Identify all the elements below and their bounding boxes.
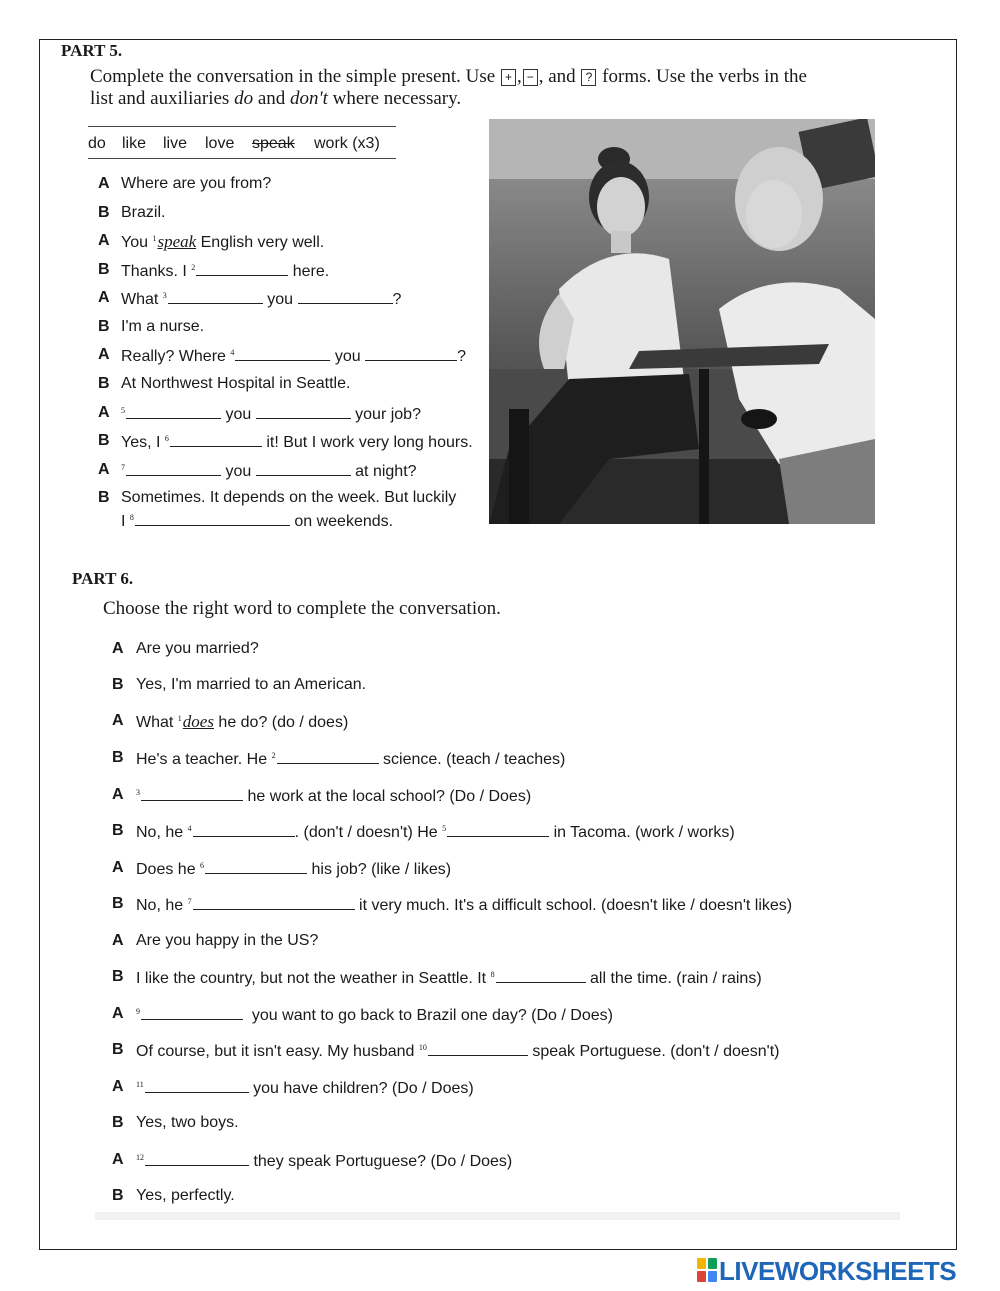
p6-line-11: $^9$ you want to go back to Brazil one day? (Do / Does) [136,1007,613,1024]
minus-symbol: − [523,69,538,86]
answer-blank-p5-6[interactable] [170,432,262,447]
word-work: work (x3) [314,135,380,152]
p6-line-16: Yes, perfectly. [136,1187,235,1204]
p5-line-9: $^5$ you your job? [121,406,421,423]
p5-line-5: What $^3$ you ? [121,291,402,308]
answer-blank-p5-7a[interactable] [126,461,221,476]
part6-title: PART 6. [72,569,134,588]
p5-line-7: Really? Where $^4$ you ? [121,348,466,365]
p6-line-3: What $^1$does he do? (do / does) [136,712,349,731]
word-do: do [88,135,106,152]
p6-line-6: No, he $^4$ . (don't / doesn't) He $^5$ in Tacoma. (work / works) [136,824,735,841]
answer-blank-p6-9[interactable] [141,1005,243,1020]
p5-line-8: At Northwest Hospital in Seattle. [121,375,351,392]
p5-line-4: Thanks. I $^2$ here. [121,263,330,280]
p6-line-13: $^{11}$ you have children? (Do / Does) [136,1080,474,1097]
p6-line-1: Are you married? [136,640,259,657]
footer-shadow [95,1212,900,1220]
p5-line-2: Brazil. [121,204,166,221]
p6-line-2: Yes, I'm married to an American. [136,676,367,693]
p6-line-5: $^3$ he work at the local school? (Do / Does) [136,788,532,805]
p6-line-10: I like the country, but not the weather in Seattle. It $^8$ all the time. (rain / rains) [136,970,762,987]
answer-blank-p5-4a[interactable] [235,346,330,361]
p5-line-3: You $^1$speak English very well. [121,232,325,251]
plus-symbol: + [501,69,516,86]
answer-blank-p6-8[interactable] [496,968,586,983]
answer-blank-p5-5a[interactable] [126,404,221,419]
answer-blank-p5-4b[interactable] [365,346,457,361]
answer-blank-p5-8[interactable] [135,511,290,526]
answer-blank-p6-6[interactable] [205,859,307,874]
answer-blank-p5-7b[interactable] [256,461,351,476]
p5-line-6: I'm a nurse. [121,318,205,335]
verb-word-box [88,126,396,159]
example-answer-speak: speak [157,232,197,251]
p6-line-4: He's a teacher. He $^2$ science. (teach / teaches) [136,751,566,768]
word-live: live [163,135,188,152]
p5-line-13: I $^8$ on weekends. [121,513,394,530]
answer-blank-p5-3a[interactable] [168,289,263,304]
answer-blank-p6-7[interactable] [193,895,355,910]
p6-line-12: Of course, but it isn't easy. My husband $^{10}$ speak Portuguese. (don't / doesn't) [136,1043,780,1060]
logo-squares-icon [697,1258,717,1282]
answer-blank-p6-12[interactable] [145,1151,249,1166]
p5-line-10: Yes, I $^6$ it! But I work very long hours. [121,434,473,451]
answer-blank-p6-5[interactable] [447,822,549,837]
p6-line-14: Yes, two boys. [136,1114,239,1131]
illustration-svg [489,119,875,524]
answer-blank-p5-2[interactable] [196,261,288,276]
p5-line-12: Sometimes. It depends on the week. But luckily [121,489,457,506]
p6-line-9: Are you happy in the US? [136,932,319,949]
p6-line-8: No, he $^7$ it very much. It's a difficult school. (doesn't like / doesn't likes) [136,897,793,914]
question-symbol: ? [581,69,596,86]
answer-blank-p6-4[interactable] [193,822,295,837]
example-answer-does: does [182,712,214,731]
logo-text: LIVEWORKSHEETS [719,1256,957,1286]
word-like: like [122,135,147,152]
word-speak: speak [252,135,295,152]
answer-blank-p6-2[interactable] [277,749,379,764]
p5-line-1: Where are you from? [121,175,272,192]
illustration-gym [489,119,875,524]
part5-title: PART 5. [61,41,123,60]
answer-blank-p6-10[interactable] [428,1041,528,1056]
liveworksheets-logo[interactable] [697,1256,957,1286]
p5-line-11: $^7$ you at night? [121,463,417,480]
answer-blank-p5-5b[interactable] [256,404,351,419]
part6-instructions: Choose the right word to complete the conversation. [103,598,501,619]
answer-blank-p6-3[interactable] [141,786,243,801]
word-love: love [205,135,235,152]
p6-line-7: Does he $^6$ his job? (like / likes) [136,861,452,878]
answer-blank-p6-11[interactable] [145,1078,249,1093]
answer-blank-p5-3b[interactable] [298,289,393,304]
part5-instructions: Complete the conversation in the simple present. Use + , − , and ? forms. Use the verbs in the list and auxiliaries do and don't where necessary. [90,66,807,109]
p6-line-15: $^{12}$ they speak Portuguese? (Do / Does) [136,1153,513,1170]
